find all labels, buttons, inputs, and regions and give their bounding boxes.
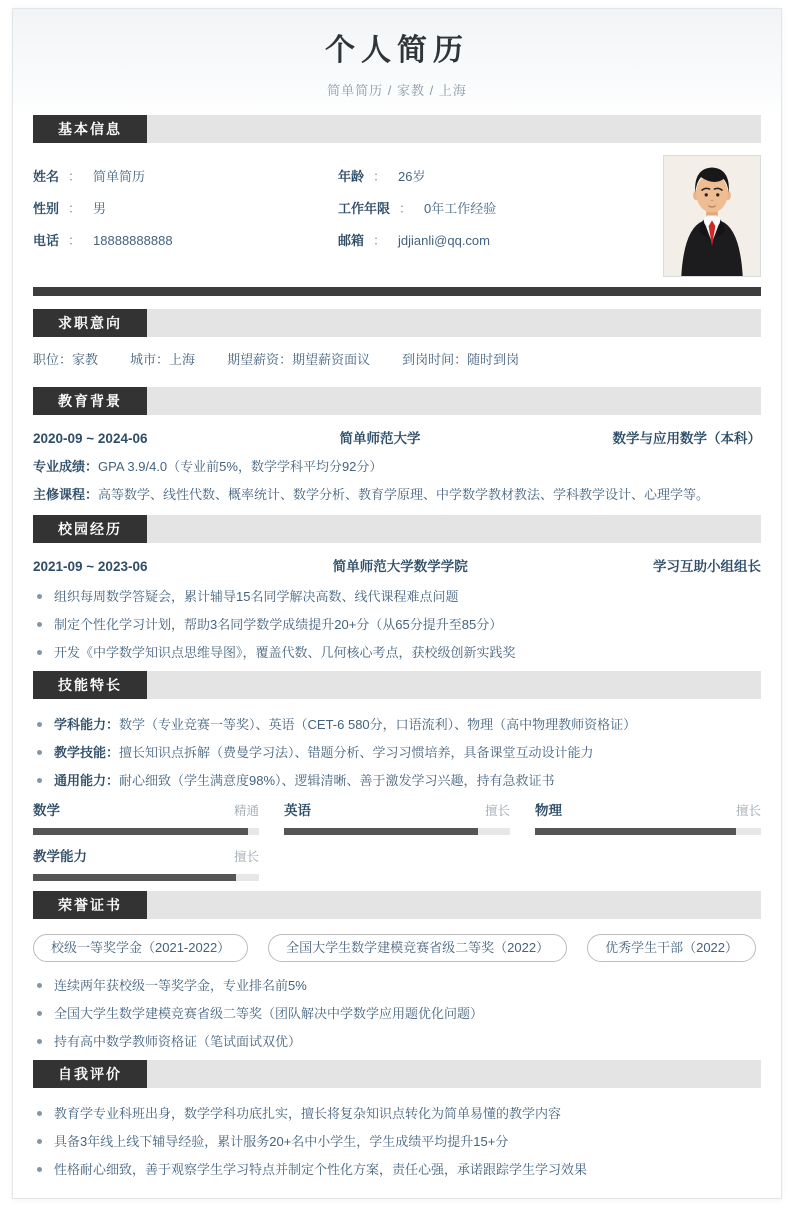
- field-age-label: 年龄: [338, 169, 365, 184]
- bullet-item: 学科能力：数学（专业竞赛一等奖）、英语（CET-6 580分，口语流利）、物理（高中物理教师资格证）: [33, 715, 761, 734]
- field-experience-years-label: 工作年限: [338, 201, 391, 216]
- education-courses-line: 主修课程：高等数学、线性代数、概率统计、数学分析、教育学原理、中学数学教材教法、学科教学设计、心理学等。: [33, 487, 710, 502]
- field-name-label: 姓名: [33, 169, 60, 184]
- intent-availability: 到岗时间：随时到岗: [402, 352, 520, 367]
- honor-badge: 校级一等奖学金（2021-2022）: [33, 934, 248, 962]
- intent-city: 城市：上海: [130, 352, 196, 367]
- bullet-item: [33, 643, 761, 662]
- skill-fill: [284, 828, 478, 835]
- colon: ：: [373, 233, 387, 248]
- bullet-item: [33, 587, 761, 606]
- section-education-bar: [33, 387, 761, 415]
- education-school: 简单师范大学: [339, 431, 421, 446]
- bullet-item: [33, 1160, 761, 1179]
- basic-info-grid: [33, 167, 643, 251]
- skill-bar-teaching: 教学能力 擅长: [33, 848, 259, 881]
- field-gender-label: 性别: [33, 201, 60, 216]
- section-job-intent-bar: [33, 309, 761, 337]
- skill-track: [535, 828, 761, 835]
- skill-track: [33, 828, 259, 835]
- section-bar-fill: [147, 387, 761, 415]
- bullet-item: [33, 1132, 761, 1151]
- campus-org: 简单师范大学数学学院: [332, 559, 468, 574]
- field-phone: [33, 231, 338, 251]
- bullet-item: 通用能力：耐心细致（学生满意度98%）、逻辑清晰、善于激发学习兴趣，持有急救证书: [33, 771, 761, 790]
- colon: ：: [373, 169, 387, 184]
- profile-photo-illustration: [664, 156, 760, 276]
- skill-fill: [33, 828, 248, 835]
- honors-block: [33, 976, 761, 1051]
- field-gender-value: 男: [93, 201, 107, 216]
- bullet-text: 组织每周数学答疑会，累计辅导15名同学解决高数、线代课程难点问题: [54, 589, 459, 604]
- field-experience-years-value: 0年工作经验: [424, 201, 497, 216]
- section-skills-bar: [33, 671, 761, 699]
- section-divider: [33, 287, 761, 296]
- skills-bullets: [33, 715, 761, 790]
- section-title-self-evaluation: 自我评价: [33, 1060, 147, 1088]
- bullet-text: 连续两年获校级一等奖学金，专业排名前5%: [54, 978, 307, 993]
- honor-badges-row: [33, 934, 761, 962]
- section-title-education: 教育背景: [33, 387, 147, 415]
- basic-info-block: [33, 143, 761, 287]
- resume-page: [12, 8, 782, 1199]
- intent-position: 职位：家教: [33, 352, 99, 367]
- section-bar-fill: [147, 1060, 761, 1088]
- section-bar-fill: [147, 309, 761, 337]
- self-evaluation-block: [33, 1104, 761, 1179]
- section-honors-bar: [33, 891, 761, 919]
- section-bar-fill: [147, 891, 761, 919]
- section-title-skills: 技能特长: [33, 671, 147, 699]
- skill-track: [33, 874, 259, 881]
- education-major: 数学与应用数学（本科）: [612, 431, 761, 446]
- field-phone-label: 电话: [33, 233, 60, 248]
- bullet-text: 制定个性化学习计划，帮助3名同学数学成绩提升20+分（从65分提升至85分）: [54, 617, 503, 632]
- profile-photo: [663, 155, 761, 277]
- skill-bar-english: 英语 擅长: [284, 802, 510, 835]
- intent-salary: 期望薪资：期望薪资面议: [227, 352, 371, 367]
- bullet-text: 开发《中学数学知识点思维导图》，覆盖代数、几何核心考点，获校级创新实践奖: [54, 645, 516, 660]
- bullet-text: 教育学专业科班出身，数学学科功底扎实，擅长将复杂知识点转化为简单易懂的教学内容: [54, 1106, 562, 1121]
- job-intent-line: [33, 337, 761, 381]
- campus-bullets: [33, 587, 761, 662]
- field-name-value: 简单简历: [93, 169, 146, 184]
- skill-fill: [33, 874, 236, 881]
- field-email-value: jdjianli@qq.com: [398, 233, 490, 248]
- campus-block: [33, 543, 761, 662]
- bullet-item: [33, 976, 761, 995]
- section-bar-fill: [147, 515, 761, 543]
- education-block: [33, 415, 761, 505]
- page-title: 个人简历: [325, 34, 469, 67]
- colon: ：: [399, 201, 413, 216]
- education-period: 2020-09 ~ 2024-06: [33, 431, 148, 446]
- bullet-text: 性格耐心细致，善于观察学生学习特点并制定个性化方案，责任心强，承诺跟踪学生学习效果: [54, 1162, 588, 1177]
- section-title-honors: 荣誉证书: [33, 891, 147, 919]
- bullet-text: 具备3年线上线下辅导经验，累计服务20+名中小学生，学生成绩平均提升15+分: [54, 1134, 509, 1149]
- skills-block: [33, 715, 761, 790]
- education-gpa-line: 专业成绩：GPA 3.9/4.0（专业前5%，数学学科平均分92分）: [33, 459, 383, 474]
- field-phone-value: 18888888888: [93, 233, 173, 248]
- campus-period: 2021-09 ~ 2023-06: [33, 559, 148, 574]
- bullet-item: 教学技能：擅长知识点拆解（费曼学习法）、错题分析、学习习惯培养，具备课堂互动设计能力: [33, 743, 761, 762]
- colon: ：: [68, 233, 82, 248]
- education-header-row: [33, 415, 761, 449]
- field-name: [33, 167, 338, 187]
- field-email-label: 邮箱: [338, 233, 365, 248]
- section-title-job-intent: 求职意向: [33, 309, 147, 337]
- bullet-text: 持有高中数学教师资格证（笔试面试双优）: [54, 1034, 302, 1049]
- section-title-campus: 校园经历: [33, 515, 147, 543]
- bullet-item: [33, 615, 761, 634]
- section-campus-bar: [33, 515, 761, 543]
- campus-role: 学习互助小组组长: [653, 559, 761, 574]
- bullet-item: [33, 1032, 761, 1051]
- honor-badge: 全国大学生数学建模竞赛省级二等奖（2022）: [268, 934, 567, 962]
- bullet-item: [33, 1104, 761, 1123]
- skill-fill: [535, 828, 736, 835]
- colon: ：: [68, 169, 82, 184]
- field-experience-years: [338, 199, 638, 219]
- section-self-evaluation-bar: [33, 1060, 761, 1088]
- honors-bullets: [33, 976, 761, 1051]
- field-email: [338, 231, 638, 251]
- field-age-value: 26岁: [398, 169, 426, 184]
- bullet-item: [33, 1004, 761, 1023]
- section-title-basic-info: 基本信息: [33, 115, 147, 143]
- section-bar-fill: [147, 115, 761, 143]
- section-bar-fill: [147, 671, 761, 699]
- skill-track: [284, 828, 510, 835]
- skill-bar-physics: 物理 擅长: [535, 802, 761, 835]
- resume-header: [13, 9, 781, 115]
- section-basic-info-bar: [33, 115, 761, 143]
- skill-bars-grid: [33, 802, 761, 881]
- honor-badge: 优秀学生干部（2022）: [587, 934, 756, 962]
- field-gender: [33, 199, 338, 219]
- campus-header-row: [33, 543, 761, 577]
- bullet-text: 全国大学生数学建模竞赛省级二等奖（团队解决中学数学应用题优化问题）: [54, 1006, 484, 1021]
- self-evaluation-bullets: [33, 1104, 761, 1179]
- field-age: [338, 167, 638, 187]
- skill-bar-math: 数学 精通: [33, 802, 259, 835]
- colon: ：: [68, 201, 82, 216]
- page-subtitle: 简单简历 / 家教 / 上海: [327, 83, 467, 98]
